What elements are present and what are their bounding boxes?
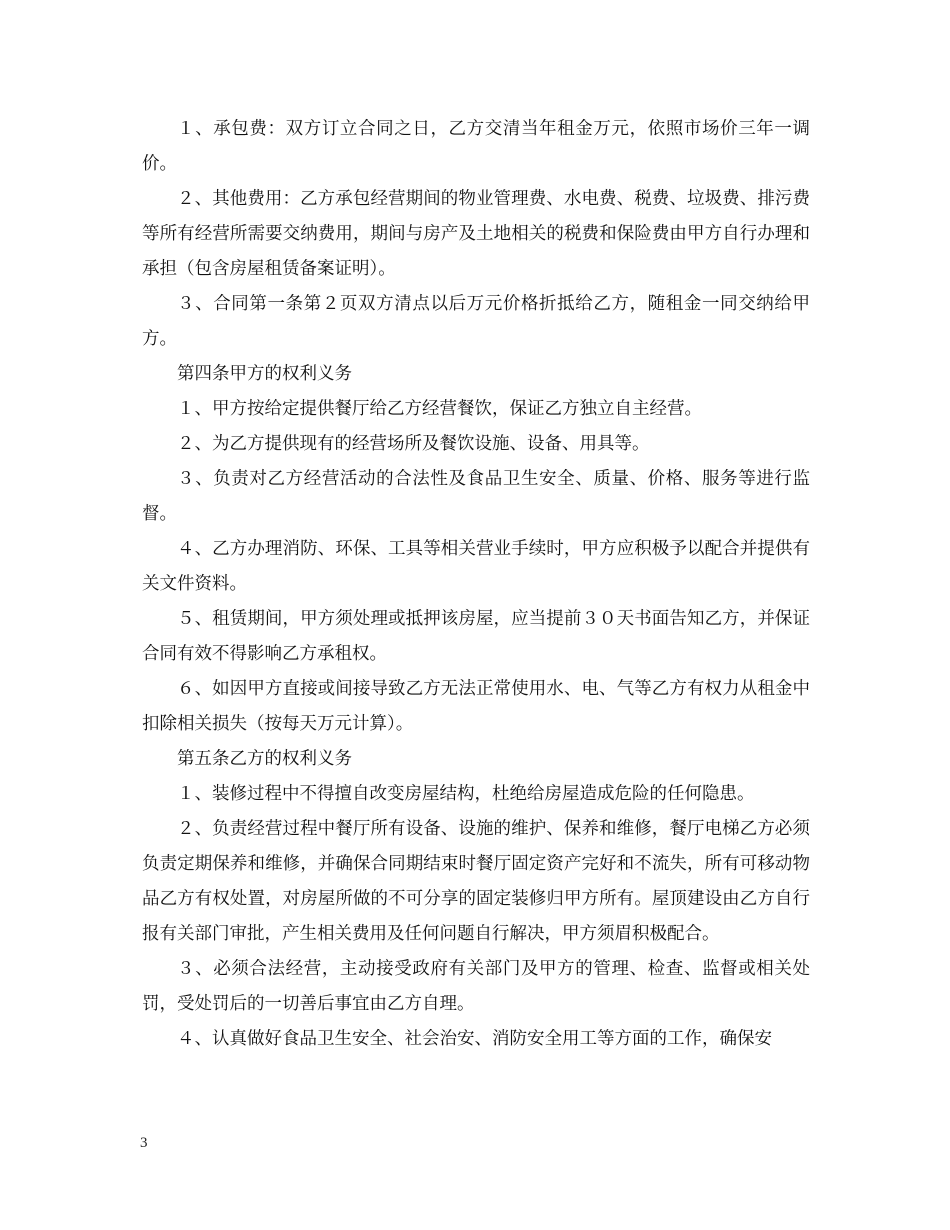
clause-b-3: ３、必须合法经营，主动接受政府有关部门及甲方的管理、检查、监督或相关处罚，受处罚后的一切善后事宜由乙方自理。 <box>142 959 810 1014</box>
clause-a-6: ６、如因甲方直接或间接导致乙方无法正常使用水、电、气等乙方有权力从租金中扣除相关损失（按每天万元计算）。 <box>142 679 810 734</box>
clause-b-2: ２、负责经营过程中餐厅所有设备、设施的维护、保养和维修，餐厅电梯乙方必须负责定期保养和维修，并确保合同期结束时餐厅固定资产完好和不流失，所有可移动物品乙方有权处置，对房屋所做的不可分享的固定装修归甲方所有。屋顶建设由乙方自行报有关部门审批，产生相关费用及任何问题自行解决，甲方须眉积极配合。 <box>142 819 810 944</box>
clause-b-4: ４、认真做好食品卫生安全、社会治安、消防安全用工等方面的工作，确保安 <box>177 1029 772 1049</box>
clause-a-1: １、甲方按给定提供餐厅给乙方经营餐饮，保证乙方独立自主经营。 <box>177 399 702 419</box>
section-heading-article-5: 第五条乙方的权利义务 <box>177 749 352 769</box>
clause-a-2: ２、为乙方提供现有的经营场所及餐饮设施、设备、用具等。 <box>177 434 650 454</box>
clause-rent-fee: １、承包费：双方订立合同之日，乙方交清当年租金万元，依照市场价三年一调价。 <box>142 119 810 174</box>
clause-b-1: １、装修过程中不得擅自改变房屋结构，杜绝给房屋造成危险的任何隐患。 <box>177 784 755 804</box>
clause-a-4: ４、乙方办理消防、环保、工具等相关营业手续时，甲方应积极予以配合并提供有关文件资料。 <box>142 539 810 594</box>
clause-inventory-offset: ３、合同第一条第２页双方清点以后万元价格折抵给乙方，随租金一同交纳给甲方。 <box>142 294 810 349</box>
clause-other-fees: ２、其他费用：乙方承包经营期间的物业管理费、水电费、税费、垃圾费、排污费等所有经营所需要交纳费用，期间与房产及土地相关的税费和保险费由甲方自行办理和承担（包含房屋租赁备案证明）。 <box>142 189 810 279</box>
page-number: 3 <box>140 1135 148 1151</box>
clause-a-5: ５、租赁期间，甲方须处理或抵押该房屋，应当提前３０天书面告知乙方，并保证合同有效不得影响乙方承租权。 <box>142 609 810 664</box>
clause-a-3: ３、负责对乙方经营活动的合法性及食品卫生安全、质量、价格、服务等进行监督。 <box>142 469 810 524</box>
section-heading-article-4: 第四条甲方的权利义务 <box>177 364 352 384</box>
document-body <box>142 112 810 1057</box>
